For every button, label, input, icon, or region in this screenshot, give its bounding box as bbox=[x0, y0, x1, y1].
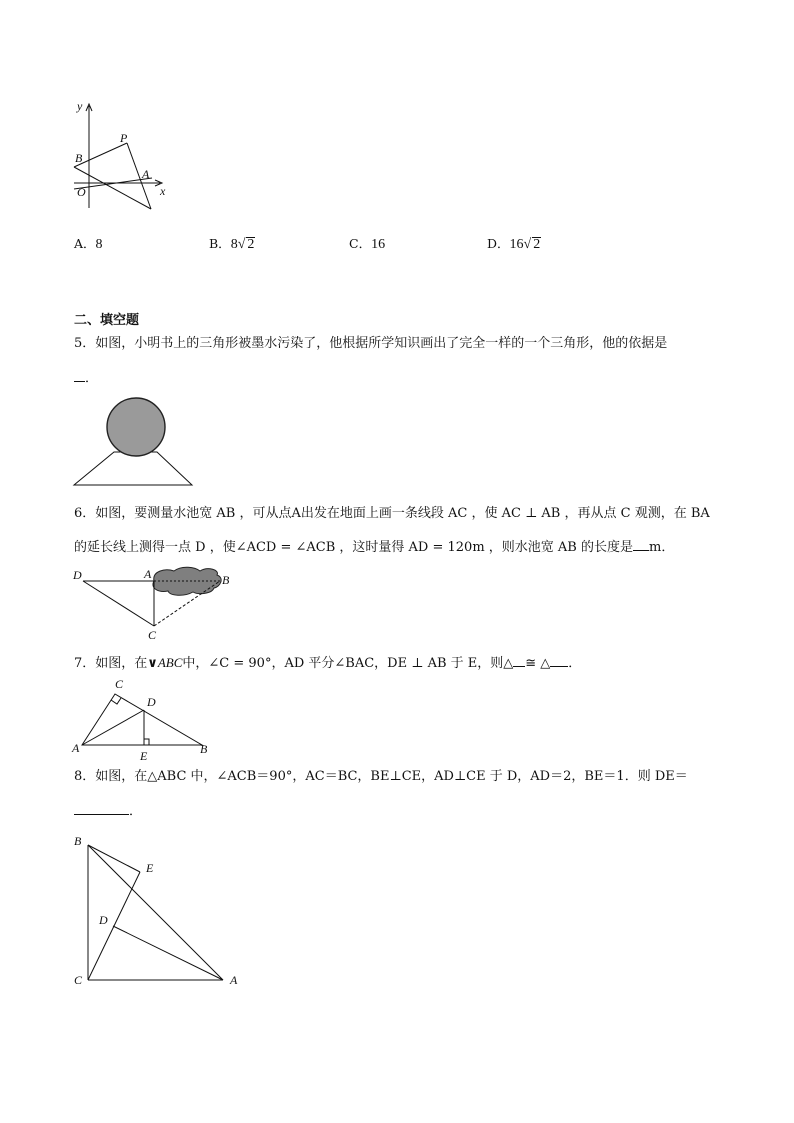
q7-answer-blank-2[interactable] bbox=[550, 653, 568, 667]
q7-text-part3: ≅ △ bbox=[525, 656, 551, 671]
option-value: 8 bbox=[95, 237, 103, 252]
q7-text-part1: 7．如图，在 bbox=[74, 656, 148, 671]
q4-option-c[interactable] bbox=[349, 234, 385, 253]
triangle-symbol: ∨ bbox=[147, 656, 158, 671]
option-value: 16 bbox=[509, 237, 524, 252]
point-b-label: B bbox=[75, 151, 83, 165]
point-e-label: E bbox=[140, 749, 148, 763]
q7-triangle-name: ABC bbox=[157, 655, 183, 670]
point-a-label: A bbox=[72, 741, 80, 755]
point-c-label: C bbox=[148, 628, 157, 642]
q7-text-part2: 中，∠C = 90°，AD 平分∠BAC，DE ⊥ AB 于 E，则△ bbox=[182, 656, 514, 671]
q6-text-part1: 的延长线上测得一点 D ，使∠ACD = ∠ACB ，这时量得 AD = 120m ，则水池宽 AB 的长度是 bbox=[74, 540, 633, 555]
q7-figure bbox=[70, 674, 215, 764]
q6-answer-blank[interactable] bbox=[633, 537, 649, 551]
option-letter: A． bbox=[74, 236, 96, 251]
point-c-label: C bbox=[115, 677, 124, 691]
point-e-label: E bbox=[146, 861, 154, 875]
q4-option-d[interactable] bbox=[487, 234, 541, 253]
q7-text-part4: ． bbox=[568, 656, 582, 671]
option-letter: D． bbox=[487, 236, 510, 251]
q8-figure bbox=[70, 828, 248, 990]
q6-figure bbox=[70, 561, 240, 645]
segment-be bbox=[88, 845, 140, 872]
option-letter: B． bbox=[209, 236, 231, 251]
q6-text-line2 bbox=[74, 537, 674, 557]
right-angle-e bbox=[144, 739, 149, 745]
point-a-label: A bbox=[230, 973, 238, 987]
triangle-visible-part bbox=[74, 452, 192, 485]
q4-option-a[interactable] bbox=[74, 234, 103, 253]
sqrt-symbol: √ bbox=[237, 237, 246, 252]
segment-dc bbox=[83, 581, 154, 626]
point-d-label: D bbox=[99, 913, 108, 927]
segment-ba bbox=[88, 845, 223, 980]
ink-blot bbox=[107, 398, 165, 456]
y-axis-label: y bbox=[77, 99, 83, 113]
triangle-abc bbox=[82, 694, 202, 745]
x-axis-label: x bbox=[160, 184, 166, 198]
q7-text bbox=[74, 653, 581, 673]
q5-answer-blank[interactable] bbox=[74, 368, 85, 382]
point-b-label: B bbox=[200, 742, 208, 756]
q8-end-punct: ． bbox=[129, 804, 143, 819]
q8-answer-blank[interactable] bbox=[74, 800, 129, 815]
radicand: 2 bbox=[247, 237, 255, 252]
q8-text-line1: 8．如图，在△ABC 中，∠ACB＝90°，AC＝BC，BE⊥CE，AD⊥CE 于 D，AD＝2，BE＝1．则 DE＝ bbox=[74, 769, 688, 784]
point-p-label: P bbox=[120, 131, 128, 145]
segment-ad bbox=[113, 926, 223, 980]
option-letter: C． bbox=[349, 236, 372, 251]
right-angle-c bbox=[111, 698, 121, 704]
q5-text-line2 bbox=[74, 368, 98, 388]
radicand: 2 bbox=[533, 237, 541, 252]
section-heading: 二、填空题 bbox=[74, 313, 140, 328]
origin-label: O bbox=[77, 185, 86, 199]
point-a-label: A bbox=[144, 567, 152, 581]
option-value: 8 bbox=[230, 237, 238, 252]
q5-text-line1: 5．如图，小明书上的三角形被墨水污染了，他根据所学知识画出了完全一样的一个三角形，他的依据是 bbox=[74, 336, 668, 351]
sqrt-symbol: √ bbox=[523, 237, 532, 252]
segment-ad bbox=[82, 710, 144, 745]
option-value: 16 bbox=[371, 237, 386, 252]
q4-option-b[interactable] bbox=[209, 234, 255, 253]
point-b-label: B bbox=[74, 834, 82, 848]
point-c-label: C bbox=[74, 973, 83, 987]
q7-answer-blank-1[interactable] bbox=[513, 653, 525, 667]
q4-figure bbox=[68, 96, 178, 216]
point-b-label: B bbox=[222, 573, 230, 587]
q6-unit: m． bbox=[649, 540, 675, 555]
q5-end-punct: ． bbox=[85, 371, 99, 386]
q6-text-line1: 6．如图，要测量水池宽 AB ，可从点A出发在地面上画一条线段 AC ，使 AC ⊥ AB ，再从点 C 观测，在 BA bbox=[74, 506, 710, 521]
q5-figure bbox=[72, 394, 197, 490]
point-d-label: D bbox=[73, 568, 82, 582]
q8-text-line2 bbox=[74, 800, 142, 821]
point-d-label: D bbox=[147, 695, 156, 709]
point-a-label: A bbox=[142, 167, 150, 181]
